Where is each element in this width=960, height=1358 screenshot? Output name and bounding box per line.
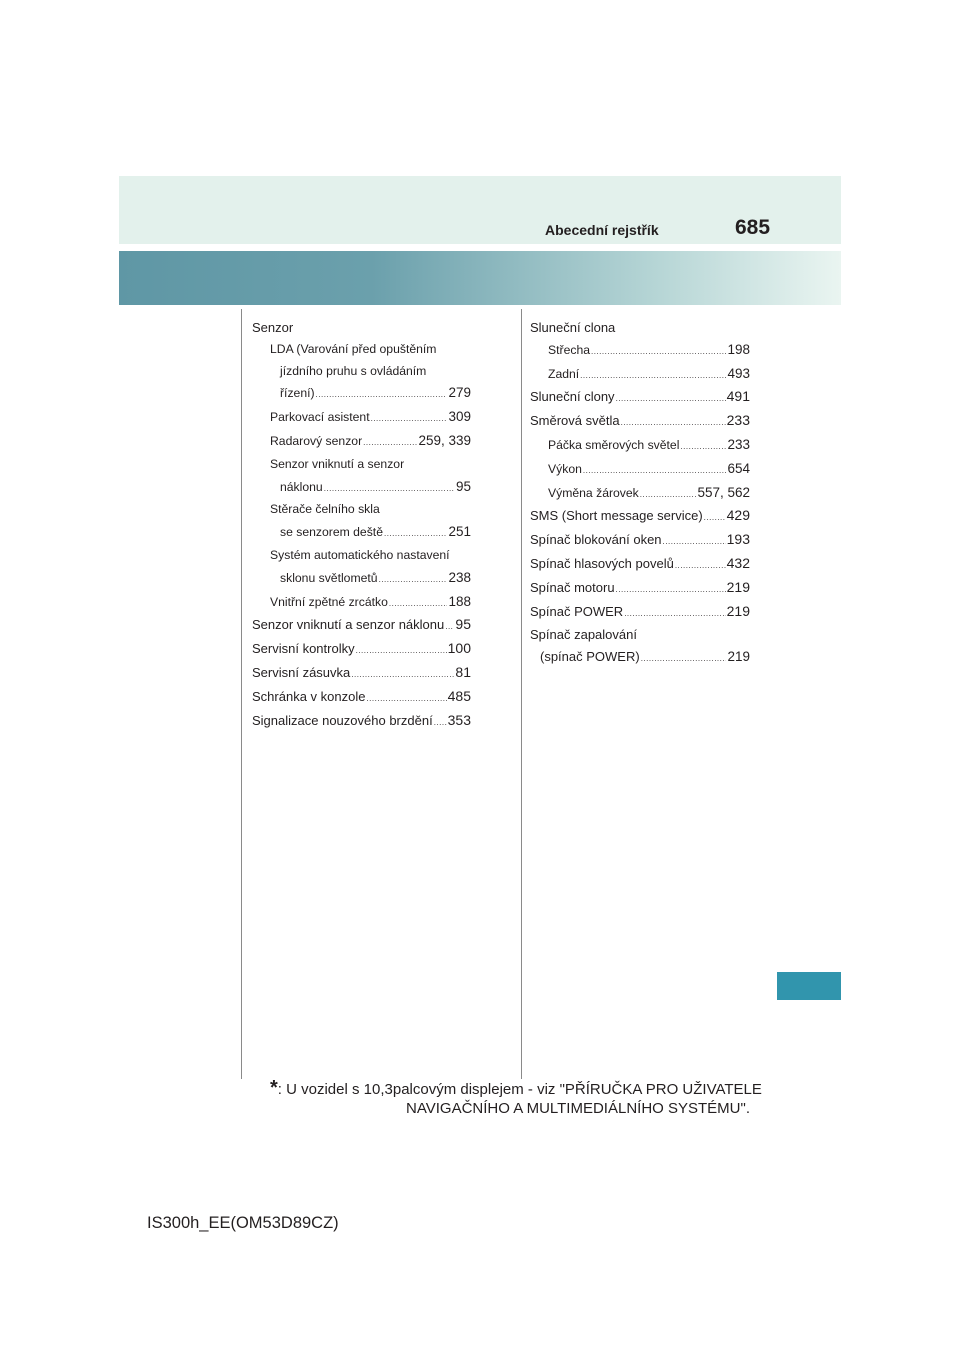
page-ref: 251 [448,524,471,540]
index-entry-clony[interactable]: Sluneční clony ..... 491 [530,386,750,410]
page-ref: 654 [727,460,750,476]
index-column-right [530,317,750,670]
page-ref: 493 [727,365,750,381]
index-entry[interactable]: Senzor vniknutí a senzor náklonu ..... 95 [252,614,471,638]
index-subentry-vnik[interactable]: náklonu ..... 95 [252,476,471,500]
page-ref: 100 [447,640,471,657]
index-entry-clona: Sluneční clona [530,320,616,335]
index-subentry: Stěrače čelního skla [270,502,380,517]
page-ref: 309 [448,409,471,425]
column-divider-rule [521,309,522,1079]
page-ref: 95 [455,616,471,633]
page-ref: 429 [726,507,750,524]
page-ref: 557, 562 [697,484,750,500]
index-entry-smer[interactable]: Směrová světla ..... 233 [530,410,750,434]
index-entry-ignition: Spínač zapalování [530,627,637,643]
left-margin-rule [241,309,242,1079]
index-entry[interactable]: Servisní zásuvka ..... 81 [252,662,471,686]
page-ref: 219 [727,649,750,665]
header-band [119,176,841,244]
page-ref: 81 [455,663,471,680]
index-entry-senzor: Senzor [252,320,294,335]
index-subentry-wiper[interactable]: se senzorem deště ..... 251 [252,521,471,545]
index-entry[interactable]: Schránka v konzole ..... 485 [252,686,471,710]
index-entry[interactable]: Signalizace nouzového brzdění ..... 353 [252,710,471,734]
page-ref: 233 [726,412,750,429]
index-subentry-level[interactable]: sklonu světlometů ..... 238 [252,567,471,591]
index-subentry-lever[interactable]: Páčka směrových světel ..... 233 [530,434,750,458]
index-subentry-roof[interactable]: Střecha ..... 198 [530,339,750,363]
index-subentry-ignition[interactable]: (spínač POWER) ..... 219 [530,646,750,670]
page-ref: 259, 339 [418,432,471,448]
page-ref: 432 [726,554,750,571]
header-gradient-bar [119,251,841,305]
page-ref: 95 [455,478,471,494]
page-ref: 233 [727,436,750,452]
footnote-line-1: *: U vozidel s 10,3palcovým displejem - viz "PŘÍRUČKA PRO UŽIVATELE [270,1077,762,1099]
index-entry[interactable]: Spínač POWER ..... 219 [530,601,750,625]
page-ref: 193 [726,531,750,548]
index-subentry-radar[interactable]: Radarový senzor ..... 259, 339 [252,430,471,454]
footnote-line-2: NAVIGAČNÍHO A MULTIMEDIÁLNÍHO SYSTÉMU". [406,1100,750,1117]
index-entry[interactable]: Servisní kontrolky ..... 100 [252,638,471,662]
thumb-index-tab [777,972,841,1000]
document-code: IS300h_EE(OM53D89CZ) [147,1214,339,1232]
index-entry[interactable]: SMS (Short message service) ..... 429 [530,505,750,529]
page-number: 685 [735,216,771,239]
index-subentry: Systém automatického nastavení [270,547,450,562]
index-subentry-mirror[interactable]: Vnitřní zpětné zrcátko ..... 188 [252,591,471,615]
index-entry[interactable]: Spínač hlasových povelů ..... 432 [530,553,750,577]
section-title: Abecední rejstřík [545,222,659,238]
index-entry[interactable]: Spínač motoru ..... 219 [530,577,750,601]
index-entry[interactable]: Spínač blokování oken ..... 193 [530,529,750,553]
page-ref: 491 [726,388,750,405]
index-column-left [252,317,471,733]
footnote-asterisk: * [270,1077,278,1099]
page-ref: 198 [727,341,750,357]
page-ref: 219 [726,578,750,595]
index-subentry-rear[interactable]: Zadní ..... 493 [530,363,750,387]
index-subentry-park[interactable]: Parkovací asistent ..... 309 [252,406,471,430]
index-subentry-power[interactable]: Výkon ..... 654 [530,458,750,482]
footnote [270,1077,762,1118]
index-subentry-cont: jízdního pruhu s ovládáním [280,363,427,378]
page-ref: 485 [447,687,471,704]
index-subentry: Senzor vniknutí a senzor [270,456,405,471]
index-subentry-bulb[interactable]: Výměna žárovek ..... 557, 562 [530,482,750,506]
index-subentry: LDA (Varování před opuštěním [270,341,437,356]
page-ref: 279 [448,385,471,401]
page-ref: 188 [448,593,471,609]
index-subentry-lda[interactable]: řízení) ..... 279 [252,382,471,406]
page-ref: 219 [726,602,750,619]
page-ref: 238 [448,569,471,585]
page-ref: 353 [447,711,471,728]
